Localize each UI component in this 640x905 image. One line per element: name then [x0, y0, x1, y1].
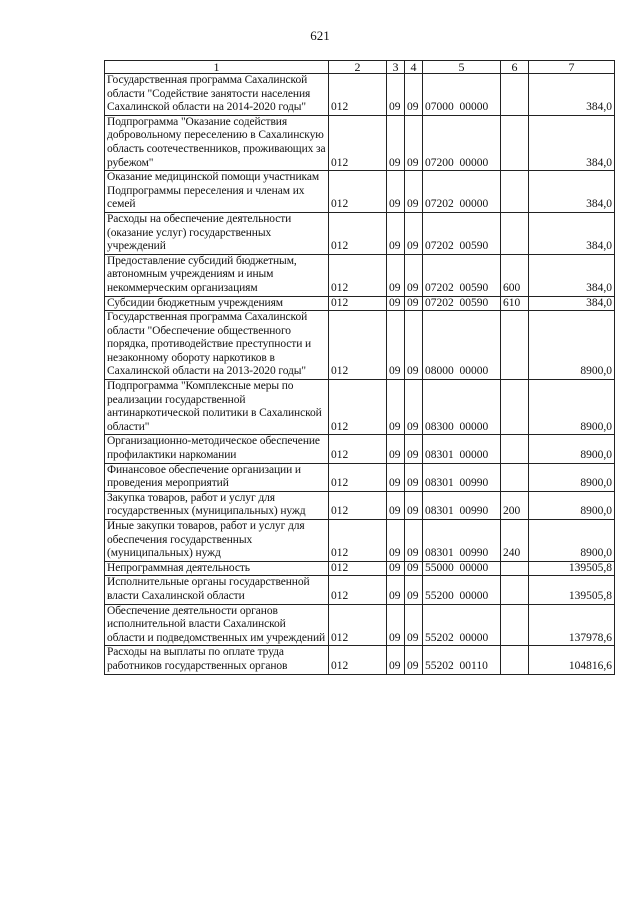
row-subsection-code: 09	[405, 212, 423, 254]
row-section-code: 09	[387, 296, 405, 311]
row-expense-type	[501, 463, 529, 491]
row-amount: 137978,6	[529, 604, 615, 646]
header-cell: 5	[423, 61, 501, 74]
row-section-code: 09	[387, 311, 405, 380]
row-amount: 139505,8	[529, 561, 615, 576]
row-ministry-code: 012	[329, 380, 387, 435]
row-name: Государственная программа Сахалинской области "Содействие занятости населения Сахалинской области на 2014-2020 годы"	[105, 74, 329, 116]
row-amount: 8900,0	[529, 311, 615, 380]
row-expense-type: 600	[501, 254, 529, 296]
row-amount: 8900,0	[529, 380, 615, 435]
row-amount: 8900,0	[529, 435, 615, 463]
table-row	[105, 115, 615, 170]
header-cell: 4	[405, 61, 423, 74]
row-subsection-code: 09	[405, 576, 423, 604]
row-ministry-code: 012	[329, 646, 387, 674]
row-name: Исполнительные органы государственной власти Сахалинской области	[105, 576, 329, 604]
row-expense-type	[501, 604, 529, 646]
row-ministry-code: 012	[329, 561, 387, 576]
budget-table	[104, 60, 615, 675]
row-amount: 139505,8	[529, 576, 615, 604]
table-row	[105, 311, 615, 380]
row-expense-type	[501, 311, 529, 380]
row-expense-type: 200	[501, 491, 529, 519]
row-amount: 104816,6	[529, 646, 615, 674]
table-row	[105, 604, 615, 646]
row-ministry-code: 012	[329, 520, 387, 562]
table-row	[105, 520, 615, 562]
row-target-code: 08301 00990	[423, 463, 501, 491]
header-cell: 7	[529, 61, 615, 74]
row-subsection-code: 09	[405, 646, 423, 674]
table-row	[105, 254, 615, 296]
row-section-code: 09	[387, 576, 405, 604]
row-name: Закупка товаров, работ и услуг для государственных (муниципальных) нужд	[105, 491, 329, 519]
row-expense-type	[501, 561, 529, 576]
row-ministry-code: 012	[329, 171, 387, 213]
row-section-code: 09	[387, 463, 405, 491]
row-subsection-code: 09	[405, 604, 423, 646]
row-expense-type	[501, 212, 529, 254]
row-ministry-code: 012	[329, 576, 387, 604]
row-section-code: 09	[387, 254, 405, 296]
row-target-code: 08301 00990	[423, 520, 501, 562]
row-subsection-code: 09	[405, 491, 423, 519]
row-expense-type: 240	[501, 520, 529, 562]
row-section-code: 09	[387, 646, 405, 674]
row-target-code: 08000 00000	[423, 311, 501, 380]
row-name: Непрограммная деятельность	[105, 561, 329, 576]
row-ministry-code: 012	[329, 115, 387, 170]
row-subsection-code: 09	[405, 561, 423, 576]
table-row	[105, 380, 615, 435]
row-ministry-code: 012	[329, 74, 387, 116]
page-number: 621	[310, 28, 330, 43]
row-target-code: 55202 00110	[423, 646, 501, 674]
row-name: Предоставление субсидий бюджетным, автономным учреждениям и иным некоммерческим организациям	[105, 254, 329, 296]
row-subsection-code: 09	[405, 74, 423, 116]
row-expense-type	[501, 576, 529, 604]
row-expense-type	[501, 380, 529, 435]
row-expense-type	[501, 115, 529, 170]
row-name: Государственная программа Сахалинской области "Обеспечение общественного порядка, противодействие преступности и незаконному обороту наркотиков в Сахалинской области на 2013-2020 годы"	[105, 311, 329, 380]
row-subsection-code: 09	[405, 296, 423, 311]
table-row	[105, 74, 615, 116]
row-subsection-code: 09	[405, 463, 423, 491]
row-target-code: 55200 00000	[423, 576, 501, 604]
row-target-code: 08301 00990	[423, 491, 501, 519]
table-row	[105, 212, 615, 254]
row-name: Иные закупки товаров, работ и услуг для обеспечения государственных (муниципальных) нужд	[105, 520, 329, 562]
row-target-code: 07202 00590	[423, 254, 501, 296]
row-ministry-code: 012	[329, 463, 387, 491]
row-target-code: 08300 00000	[423, 380, 501, 435]
row-amount: 8900,0	[529, 520, 615, 562]
row-section-code: 09	[387, 604, 405, 646]
row-ministry-code: 012	[329, 491, 387, 519]
row-section-code: 09	[387, 171, 405, 213]
row-ministry-code: 012	[329, 311, 387, 380]
row-ministry-code: 012	[329, 254, 387, 296]
row-name: Организационно-методическое обеспечение профилактики наркомании	[105, 435, 329, 463]
row-amount: 8900,0	[529, 491, 615, 519]
row-amount: 384,0	[529, 115, 615, 170]
row-target-code: 07202 00590	[423, 212, 501, 254]
table-row	[105, 646, 615, 674]
header-cell: 2	[329, 61, 387, 74]
row-amount: 384,0	[529, 254, 615, 296]
row-expense-type	[501, 646, 529, 674]
row-subsection-code: 09	[405, 520, 423, 562]
row-target-code: 07202 00000	[423, 171, 501, 213]
row-amount: 384,0	[529, 212, 615, 254]
row-name: Подпрограмма "Комплексные меры по реализации государственной антинаркотической политики в Сахалинской области"	[105, 380, 329, 435]
table-row	[105, 561, 615, 576]
row-name: Подпрограмма "Оказание содействия добровольному переселению в Сахалинскую область соотечественников, проживающих за рубежом"	[105, 115, 329, 170]
table-row	[105, 576, 615, 604]
row-subsection-code: 09	[405, 254, 423, 296]
row-amount: 384,0	[529, 171, 615, 213]
row-target-code: 07000 00000	[423, 74, 501, 116]
row-name: Расходы на обеспечение деятельности (оказание услуг) государственных учреждений	[105, 212, 329, 254]
row-subsection-code: 09	[405, 171, 423, 213]
row-amount: 384,0	[529, 296, 615, 311]
table-row	[105, 491, 615, 519]
row-subsection-code: 09	[405, 311, 423, 380]
row-target-code: 07202 00590	[423, 296, 501, 311]
row-ministry-code: 012	[329, 435, 387, 463]
row-target-code: 07200 00000	[423, 115, 501, 170]
table-row	[105, 435, 615, 463]
row-section-code: 09	[387, 561, 405, 576]
row-section-code: 09	[387, 520, 405, 562]
row-amount: 384,0	[529, 74, 615, 116]
row-section-code: 09	[387, 115, 405, 170]
row-ministry-code: 012	[329, 604, 387, 646]
row-section-code: 09	[387, 212, 405, 254]
table-row	[105, 171, 615, 213]
row-expense-type: 610	[501, 296, 529, 311]
row-expense-type	[501, 74, 529, 116]
table-row	[105, 296, 615, 311]
row-name: Обеспечение деятельности органов исполнительной власти Сахалинской области и подведомственных им учреждений	[105, 604, 329, 646]
row-expense-type	[501, 435, 529, 463]
row-subsection-code: 09	[405, 115, 423, 170]
row-target-code: 08301 00000	[423, 435, 501, 463]
row-section-code: 09	[387, 380, 405, 435]
row-name: Расходы на выплаты по оплате труда работников государственных органов	[105, 646, 329, 674]
row-ministry-code: 012	[329, 296, 387, 311]
header-cell: 6	[501, 61, 529, 74]
header-cell: 3	[387, 61, 405, 74]
row-name: Субсидии бюджетным учреждениям	[105, 296, 329, 311]
header-row	[105, 61, 615, 74]
table-row	[105, 463, 615, 491]
row-section-code: 09	[387, 74, 405, 116]
row-section-code: 09	[387, 491, 405, 519]
row-name: Финансовое обеспечение организации и проведения мероприятий	[105, 463, 329, 491]
row-target-code: 55202 00000	[423, 604, 501, 646]
row-subsection-code: 09	[405, 435, 423, 463]
row-ministry-code: 012	[329, 212, 387, 254]
row-expense-type	[501, 171, 529, 213]
row-subsection-code: 09	[405, 380, 423, 435]
header-cell: 1	[105, 61, 329, 74]
row-target-code: 55000 00000	[423, 561, 501, 576]
row-name: Оказание медицинской помощи участникам Подпрограммы переселения и членам их семей	[105, 171, 329, 213]
row-amount: 8900,0	[529, 463, 615, 491]
row-section-code: 09	[387, 435, 405, 463]
